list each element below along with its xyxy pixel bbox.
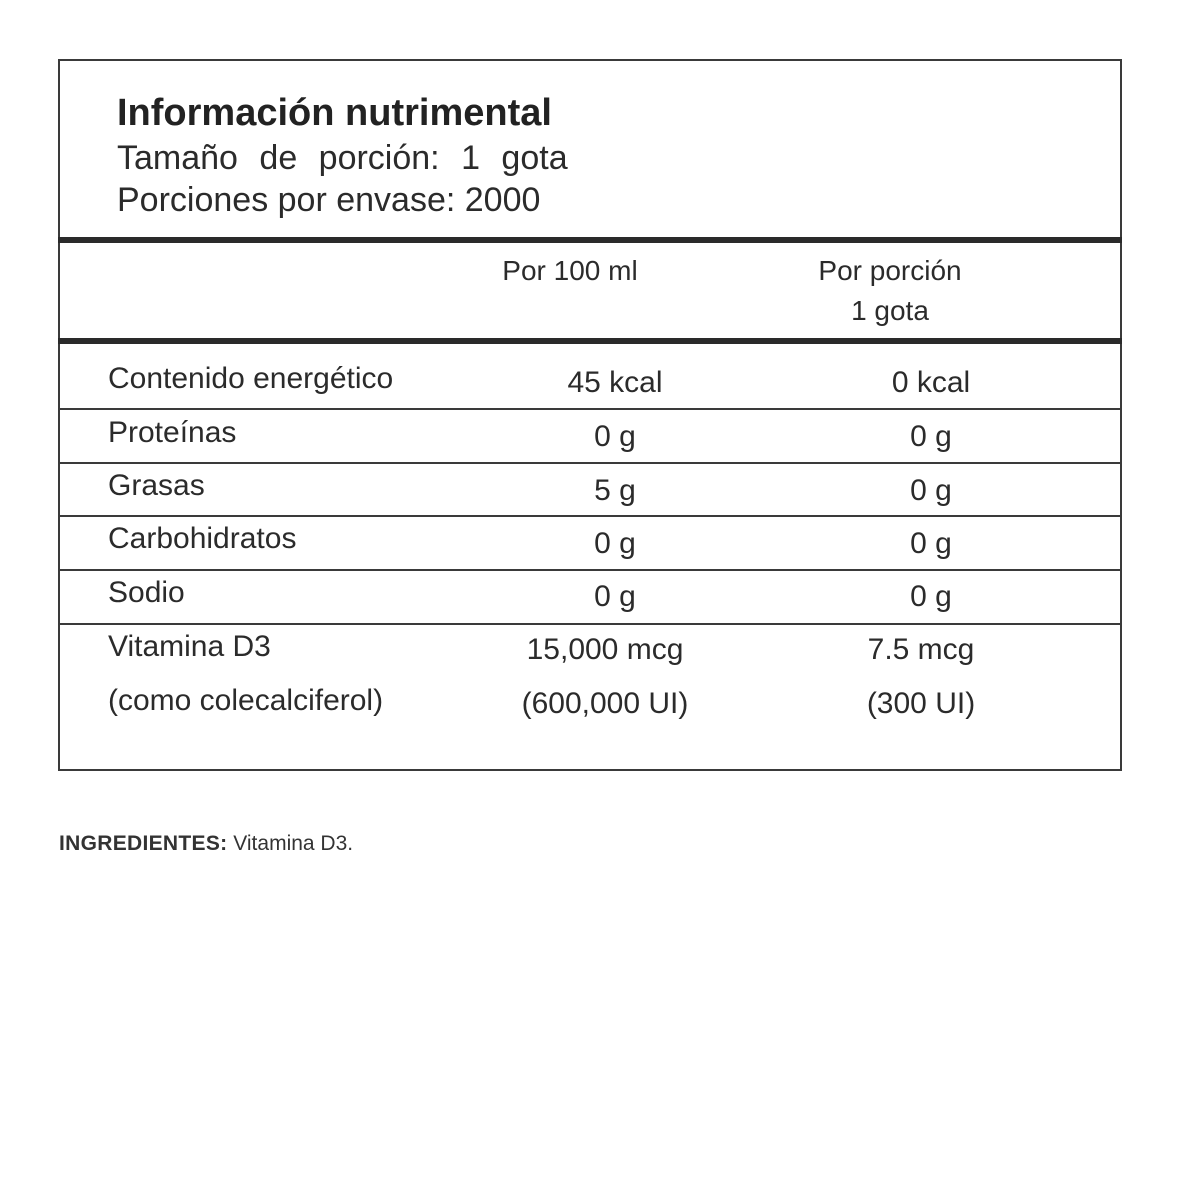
header-divider-bottom [58, 338, 1122, 344]
ingredients-statement [59, 832, 353, 856]
row-label-fat: Grasas [108, 469, 205, 502]
row-value-energy-per-portion: 0 kcal [891, 366, 971, 399]
row-label-sodium: Sodio [108, 576, 185, 609]
servings-per-container: Porciones por envase: 2000 [117, 181, 541, 219]
row-divider [58, 408, 1122, 410]
row-divider [58, 515, 1122, 517]
row-divider [58, 462, 1122, 464]
row-divider [58, 623, 1122, 625]
row-label-protein: Proteínas [108, 416, 237, 449]
row-value-vitamin-d3-per-100: 15,000 mcg [526, 633, 684, 666]
row-value-sodium-per-100: 0 g [594, 580, 636, 613]
row-value-protein-per-portion: 0 g [910, 420, 952, 453]
column-header-per-portion-size: 1 gota [851, 295, 929, 326]
row-value-vitamin-d3-per-portion-ui: (300 UI) [866, 687, 976, 720]
row-value-energy-per-100: 45 kcal [567, 366, 663, 399]
row-value-fat-per-portion: 0 g [910, 474, 952, 507]
row-value-protein-per-100: 0 g [594, 420, 636, 453]
row-value-carbohydrates-per-portion: 0 g [910, 527, 952, 560]
row-label-vitamin-d3-form: (como colecalciferol) [108, 684, 384, 717]
row-value-sodium-per-portion: 0 g [910, 580, 952, 613]
ingredients-text: Vitamina D3. [233, 832, 354, 855]
panel-title: Información nutrimental [117, 92, 552, 134]
row-label-vitamin-d3: Vitamina D3 [108, 630, 271, 663]
row-label-carbohydrates: Carbohidratos [108, 522, 297, 555]
column-header-per-100: Por 100 ml [502, 255, 638, 286]
ingredients-heading: INGREDIENTES: [59, 832, 228, 855]
row-value-carbohydrates-per-100: 0 g [594, 527, 636, 560]
row-label-energy: Contenido energético [108, 362, 394, 395]
serving-size: Tamaño de porción: 1 gota [117, 139, 568, 177]
header-divider-top [58, 237, 1122, 243]
row-value-fat-per-100: 5 g [594, 474, 636, 507]
row-value-vitamin-d3-per-100-ui: (600,000 UI) [521, 687, 689, 720]
column-header-per-portion: Por porción [818, 255, 962, 286]
row-value-vitamin-d3-per-portion: 7.5 mcg [867, 633, 975, 666]
row-divider [58, 569, 1122, 571]
